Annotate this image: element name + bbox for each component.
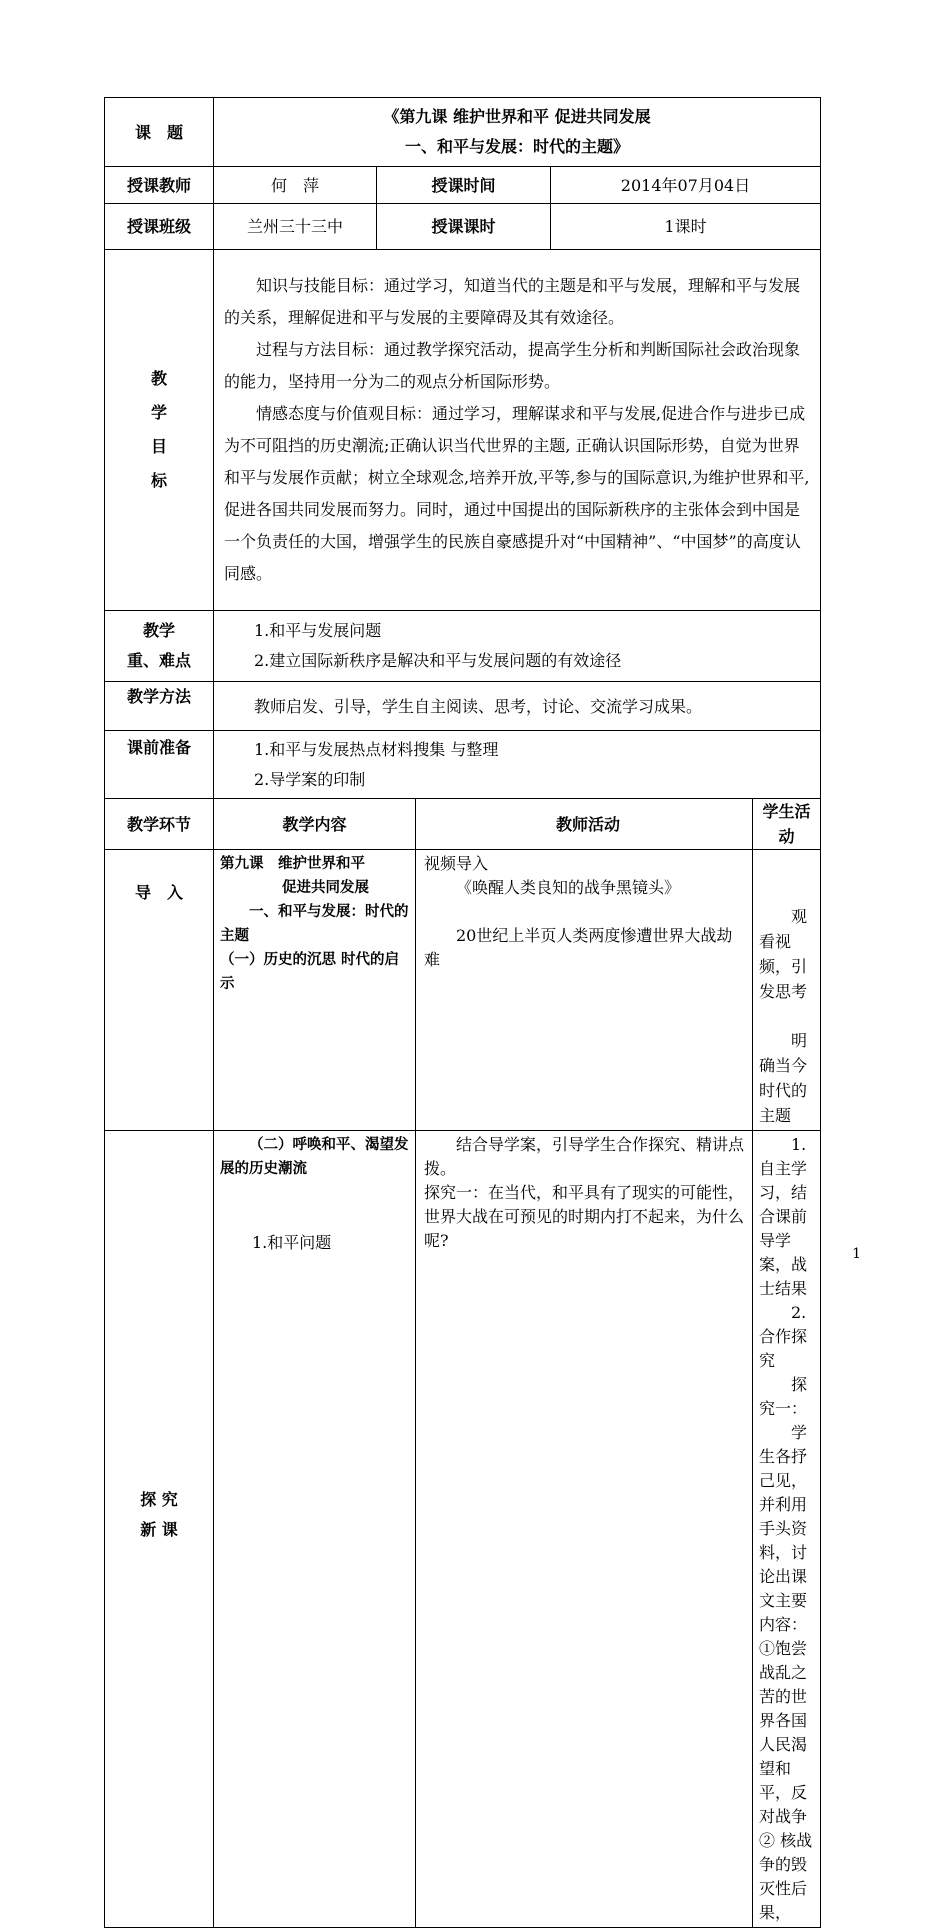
intro-student-line: 观看视频，引发思考 [759,907,808,1001]
class-label: 授课班级 [105,204,214,250]
col-stage-header: 教学环节 [105,799,214,850]
intro-teacher-line: 《唤醒人类良知的战争黑镜头》 [456,878,681,897]
page-number: 1 [852,1246,861,1262]
explore-stage-line: 新 课 [140,1520,178,1539]
method-label: 教学方法 [105,682,214,731]
prep-item: 2.导学案的印制 [254,769,366,789]
intro-stage: 导 入 [105,850,214,1131]
explore-content-line: 1.和平问题 [252,1233,332,1252]
teacher-value: 何 萍 [214,167,377,204]
explore-student-line: 学生各抒己见，并利用手头资料，讨论出课文主要内容：①饱尝战乱之苦的世界各国人民渴望和平，反对战争 [759,1423,808,1826]
intro-content-line: 第九课 维护世界和平 [220,856,365,872]
explore-stage-line: 探 究 [140,1490,178,1509]
explore-content-heading: （二）呼唤和平、渴望发展的历史潮流 [220,1137,409,1177]
key-points-label-2: 重、难点 [126,651,191,670]
intro-content [214,850,416,1131]
explore-student-line: ② 核战争的毁灭性后果， [759,1831,813,1922]
intro-teacher-line: 视频导入 [424,854,489,873]
lesson-plan-table [104,97,821,1928]
topic-row [105,98,821,167]
teacher-label: 授课教师 [105,167,214,204]
intro-content-line: 促进共同发展 [282,880,369,896]
explore-row [105,1131,821,1928]
intro-teacher-line: 20世纪上半页人类两度惨遭世界大战劫难 [424,926,733,969]
explore-teacher [416,1131,753,1928]
goals-label-char: 标 [150,471,167,490]
class-value: 兰州三十三中 [214,204,377,250]
explore-student-line: 2.合作探究 [759,1303,808,1370]
explore-stage [105,1131,214,1928]
explore-teacher-line: 探究一：在当代，和平具有了现实的可能性，世界大战在可预见的时期内打不起来，为什么呢? [424,1183,745,1250]
goals-label-char: 教 [150,369,167,388]
goals-label-char: 学 [150,403,167,422]
topic-label: 课 题 [105,98,214,167]
goal-attitude: 情感态度与价值观目标：通过学习，理解谋求和平与发展,促进合作与进步已成为不可阻挡的历史潮流;正确认识当代世界的主题, 正确认识国际形势，自觉为世界和平与发展作贡献；树立全球观念,培养开放,平等,参与的国际意识,为维护世界和平,促进各国共同发展而努力。同时，通过中国提出的国际新秩序的主张体会到中国是一个负责任的大国，增强学生的民族自豪感提升对“中国精神”、“中国梦”的高度认同感。 [224,404,810,583]
topic-line-2: 一、和平与发展：时代的主题》 [405,137,630,156]
intro-row [105,850,821,1131]
goals-label [105,250,214,611]
prep-row [105,731,821,799]
class-row [105,204,821,250]
intro-content-line: （一）历史的沉思 时代的启示 [220,952,400,992]
goals-row [105,250,821,611]
explore-content [214,1131,416,1928]
goals-content [214,250,821,611]
teacher-row [105,167,821,204]
key-point-item: 1.和平与发展问题 [254,621,382,640]
topic-value [214,98,821,167]
intro-student [753,850,821,1131]
key-point-item: 2.建立国际新秩序是解决和平与发展问题的有效途径 [254,651,622,670]
col-teacher-header: 教师活动 [416,799,753,850]
explore-student [753,1131,821,1928]
method-row [105,682,821,731]
topic-line-1: 《第九课 维护世界和平 促进共同发展 [383,107,651,126]
time-label: 授课时间 [377,167,551,204]
prep-label: 课前准备 [105,731,214,799]
goal-process: 过程与方法目标：通过教学探究活动，提高学生分析和判断国际社会政治现象的能力，坚持用一分为二的观点分析国际形势。 [224,340,801,391]
key-points-label [105,611,214,682]
key-points-row [105,611,821,682]
process-header-row [105,799,821,850]
explore-student-line: 1.自主学习，结合课前导学案，战士结果 [759,1135,808,1298]
intro-student-line: 明确当今时代的主题 [759,1031,808,1125]
hours-label: 授课课时 [377,204,551,250]
prep-content [214,731,821,799]
explore-student-line: 探究一： [759,1375,808,1418]
method-text: 教师启发、引导，学生自主阅读、思考，讨论、交流学习成果。 [214,682,821,731]
time-value: 2014年07月04日 [551,167,821,204]
intro-content-line: 一、和平与发展：时代的主题 [220,904,409,944]
hours-value: 1课时 [551,204,821,250]
col-content-header: 教学内容 [214,799,416,850]
col-student-header: 学生活动 [753,799,821,850]
intro-teacher [416,850,753,1131]
explore-teacher-line: 结合导学案，引导学生合作探究、精讲点拨。 [424,1135,745,1178]
key-points-content [214,611,821,682]
goal-knowledge: 知识与技能目标：通过学习，知道当代的主题是和平与发展，理解和平与发展的关系，理解促进和平与发展的主要障碍及其有效途径。 [224,276,801,327]
goals-label-char: 目 [150,437,167,456]
prep-item: 1.和平与发展热点材料搜集 与整理 [254,739,499,759]
key-points-label-1: 教学 [142,621,175,640]
